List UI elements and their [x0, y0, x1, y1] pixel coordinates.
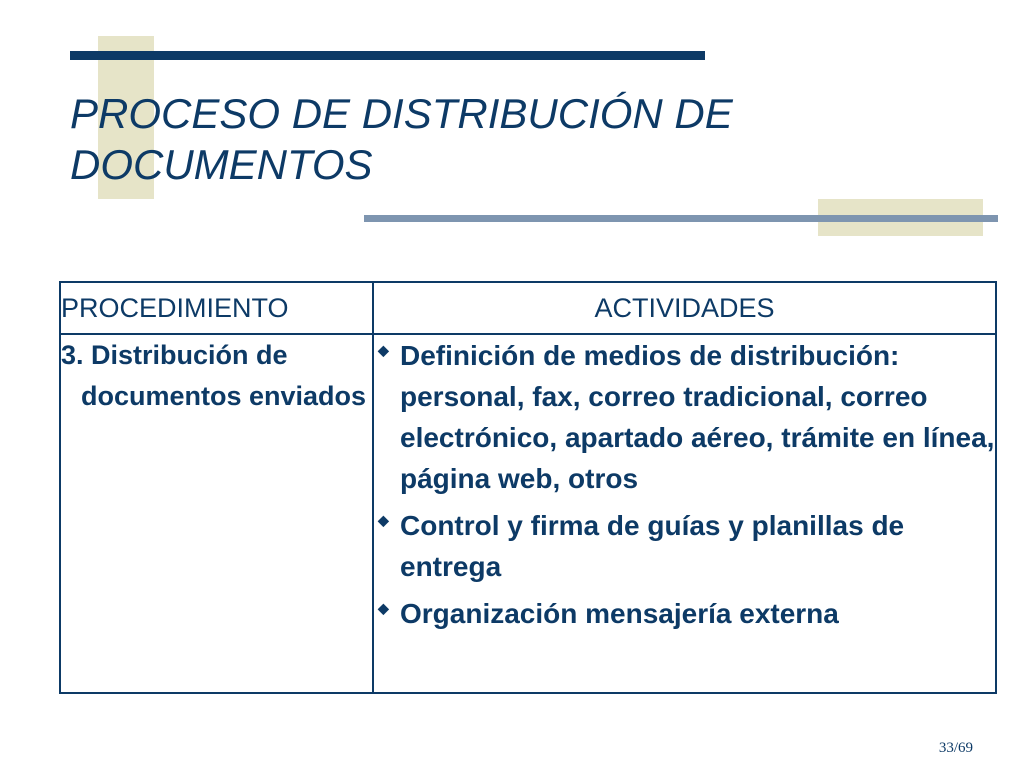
slide-title: PROCESO DE DISTRIBUCIÓN DE DOCUMENTOS: [70, 90, 733, 188]
list-item: [374, 335, 995, 499]
list-item: [374, 505, 995, 587]
activity-text: Definición de medios de distribución: personal, fax, correo tradicional, correo electrónico, apartado aéreo, trámite en línea, página web, otros: [400, 340, 995, 494]
table-header-row: [60, 282, 996, 334]
activity-text: Organización mensajería externa: [400, 598, 839, 629]
procedure-table: [59, 281, 997, 694]
table-row: [60, 334, 996, 693]
header-activities: ACTIVIDADES: [373, 282, 996, 334]
header-procedure: PROCEDIMIENTO: [60, 282, 373, 334]
activities-list: [374, 335, 995, 634]
page-number: 33/69: [938, 740, 973, 756]
procedure-cell: [60, 334, 373, 693]
decorative-top-bar: [70, 51, 705, 60]
activity-text: Control y firma de guías y planillas de entrega: [400, 510, 905, 582]
procedure-text: 3. Distribución de documentos enviados: [61, 340, 367, 411]
list-item: [374, 593, 995, 634]
decorative-right-bar: [364, 215, 998, 222]
diamond-bullet-icon: ◆: [378, 342, 389, 358]
diamond-bullet-icon: ◆: [378, 600, 389, 616]
activities-cell: [373, 334, 996, 693]
diamond-bullet-icon: ◆: [378, 512, 389, 528]
